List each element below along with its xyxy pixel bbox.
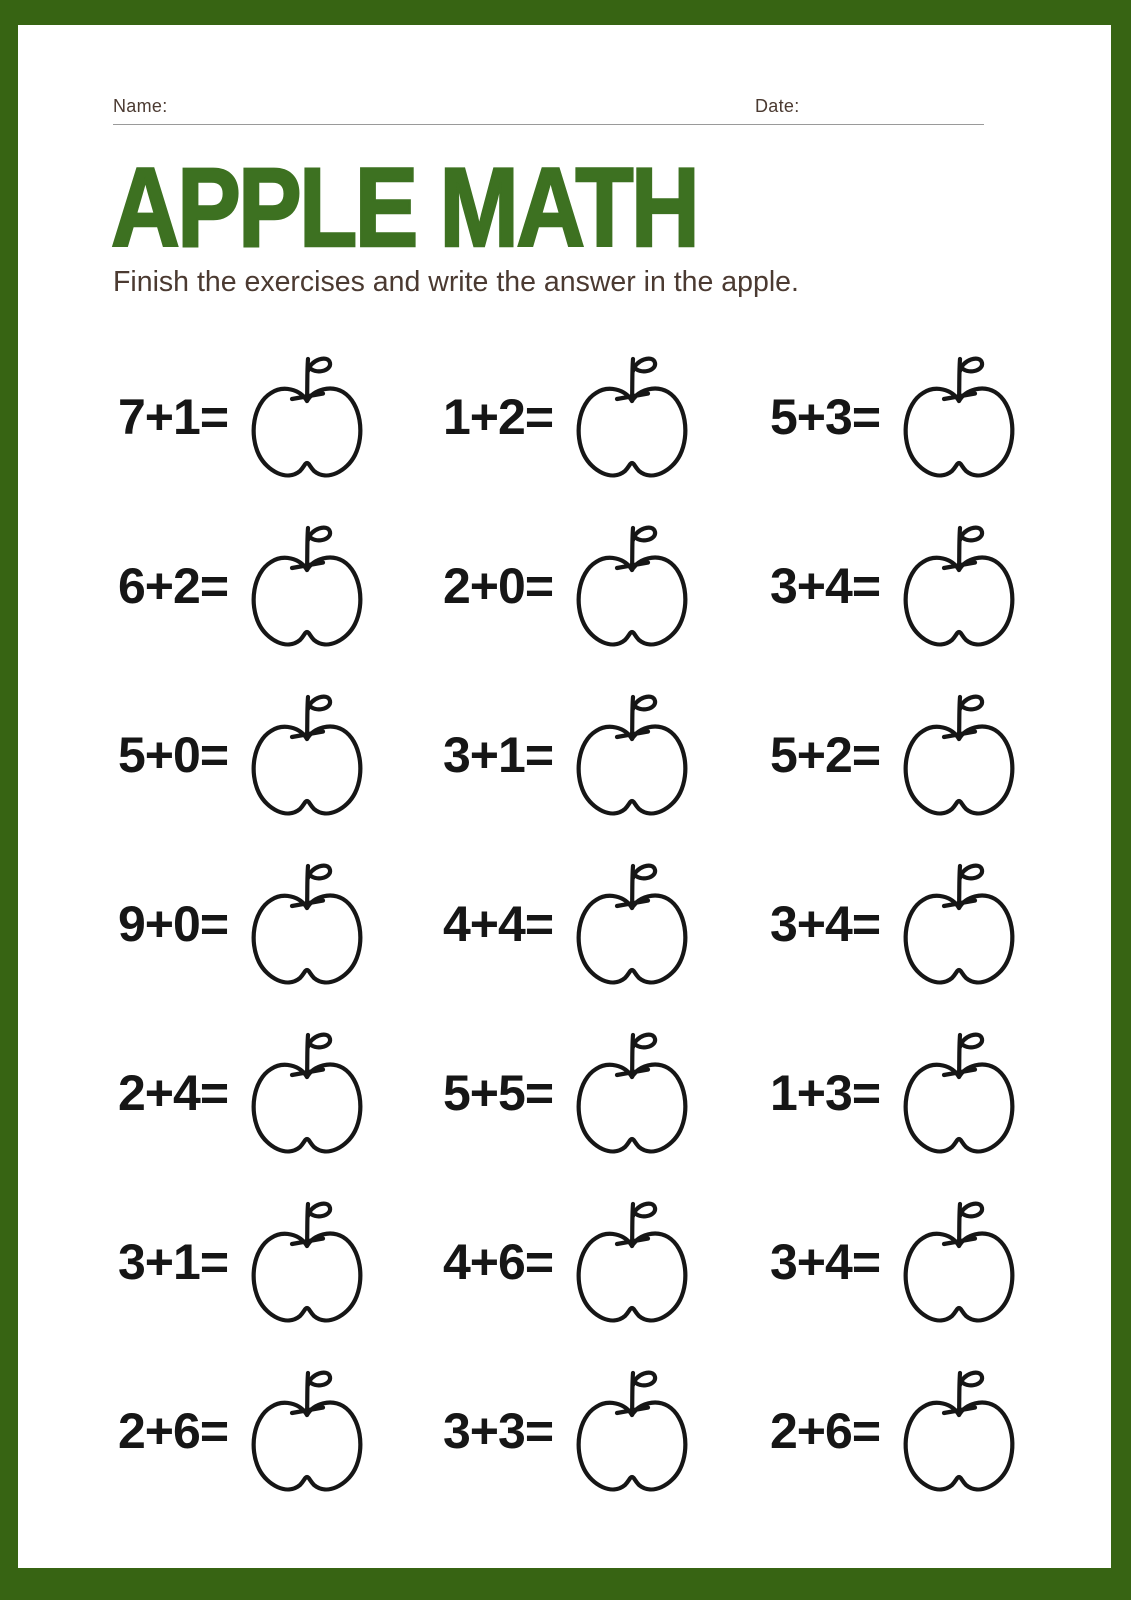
problem-label: 2+0= xyxy=(443,557,554,614)
problem-cell xyxy=(443,670,770,839)
problem-cell xyxy=(118,839,443,1008)
problem-label: 3+3= xyxy=(443,1402,554,1459)
problem-cell xyxy=(443,839,770,1008)
apple-outline-icon[interactable] xyxy=(897,1196,1021,1328)
problem-label: 1+3= xyxy=(770,1064,881,1121)
problem-label: 4+4= xyxy=(443,895,554,952)
problem-cell xyxy=(118,670,443,839)
apple-outline-icon[interactable] xyxy=(897,1027,1021,1159)
problem-label: 5+3= xyxy=(770,388,881,445)
problem-cell xyxy=(770,839,1018,1008)
problem-label: 4+6= xyxy=(443,1233,554,1290)
apple-outline-icon[interactable] xyxy=(245,520,369,652)
problem-label: 2+4= xyxy=(118,1064,229,1121)
name-date-fill-line[interactable] xyxy=(113,124,984,125)
problem-label: 9+0= xyxy=(118,895,229,952)
problem-label: 3+4= xyxy=(770,557,881,614)
apple-outline-icon[interactable] xyxy=(245,1365,369,1497)
problem-label: 1+2= xyxy=(443,388,554,445)
apple-outline-icon[interactable] xyxy=(245,689,369,821)
apple-outline-icon[interactable] xyxy=(570,351,694,483)
problem-label: 3+4= xyxy=(770,895,881,952)
problem-label: 3+1= xyxy=(118,1233,229,1290)
apple-outline-icon[interactable] xyxy=(570,520,694,652)
problem-cell xyxy=(770,501,1018,670)
problem-cell xyxy=(443,332,770,501)
apple-outline-icon[interactable] xyxy=(570,689,694,821)
apple-outline-icon[interactable] xyxy=(245,1027,369,1159)
problem-cell xyxy=(443,501,770,670)
date-label: Date: xyxy=(755,96,800,116)
problem-label: 5+0= xyxy=(118,726,229,783)
apple-outline-icon[interactable] xyxy=(245,858,369,990)
apple-outline-icon[interactable] xyxy=(897,351,1021,483)
problem-cell xyxy=(770,332,1018,501)
problem-cell xyxy=(770,1177,1018,1346)
apple-outline-icon[interactable] xyxy=(570,1027,694,1159)
problems-grid xyxy=(118,332,1018,1515)
problem-label: 3+4= xyxy=(770,1233,881,1290)
problem-cell xyxy=(443,1177,770,1346)
apple-outline-icon[interactable] xyxy=(897,858,1021,990)
problem-label: 5+5= xyxy=(443,1064,554,1121)
problem-cell xyxy=(118,501,443,670)
page-title: APPLE MATH xyxy=(111,145,698,270)
apple-outline-icon[interactable] xyxy=(897,689,1021,821)
instructions-text: Finish the exercises and write the answer in the apple. xyxy=(113,266,799,298)
problem-cell xyxy=(443,1008,770,1177)
problem-cell xyxy=(118,1346,443,1515)
apple-outline-icon[interactable] xyxy=(245,351,369,483)
problem-label: 6+2= xyxy=(118,557,229,614)
apple-outline-icon[interactable] xyxy=(897,520,1021,652)
apple-outline-icon[interactable] xyxy=(245,1196,369,1328)
problem-label: 2+6= xyxy=(770,1402,881,1459)
problem-label: 3+1= xyxy=(443,726,554,783)
apple-outline-icon[interactable] xyxy=(570,1196,694,1328)
apple-outline-icon[interactable] xyxy=(570,858,694,990)
problem-label: 7+1= xyxy=(118,388,229,445)
name-label: Name: xyxy=(113,96,168,116)
problem-cell xyxy=(443,1346,770,1515)
apple-outline-icon[interactable] xyxy=(897,1365,1021,1497)
problem-cell xyxy=(118,332,443,501)
problem-label: 2+6= xyxy=(118,1402,229,1459)
problem-cell xyxy=(770,1008,1018,1177)
problem-cell xyxy=(118,1177,443,1346)
apple-outline-icon[interactable] xyxy=(570,1365,694,1497)
problem-cell xyxy=(770,670,1018,839)
problem-label: 5+2= xyxy=(770,726,881,783)
problem-cell xyxy=(770,1346,1018,1515)
problem-cell xyxy=(118,1008,443,1177)
